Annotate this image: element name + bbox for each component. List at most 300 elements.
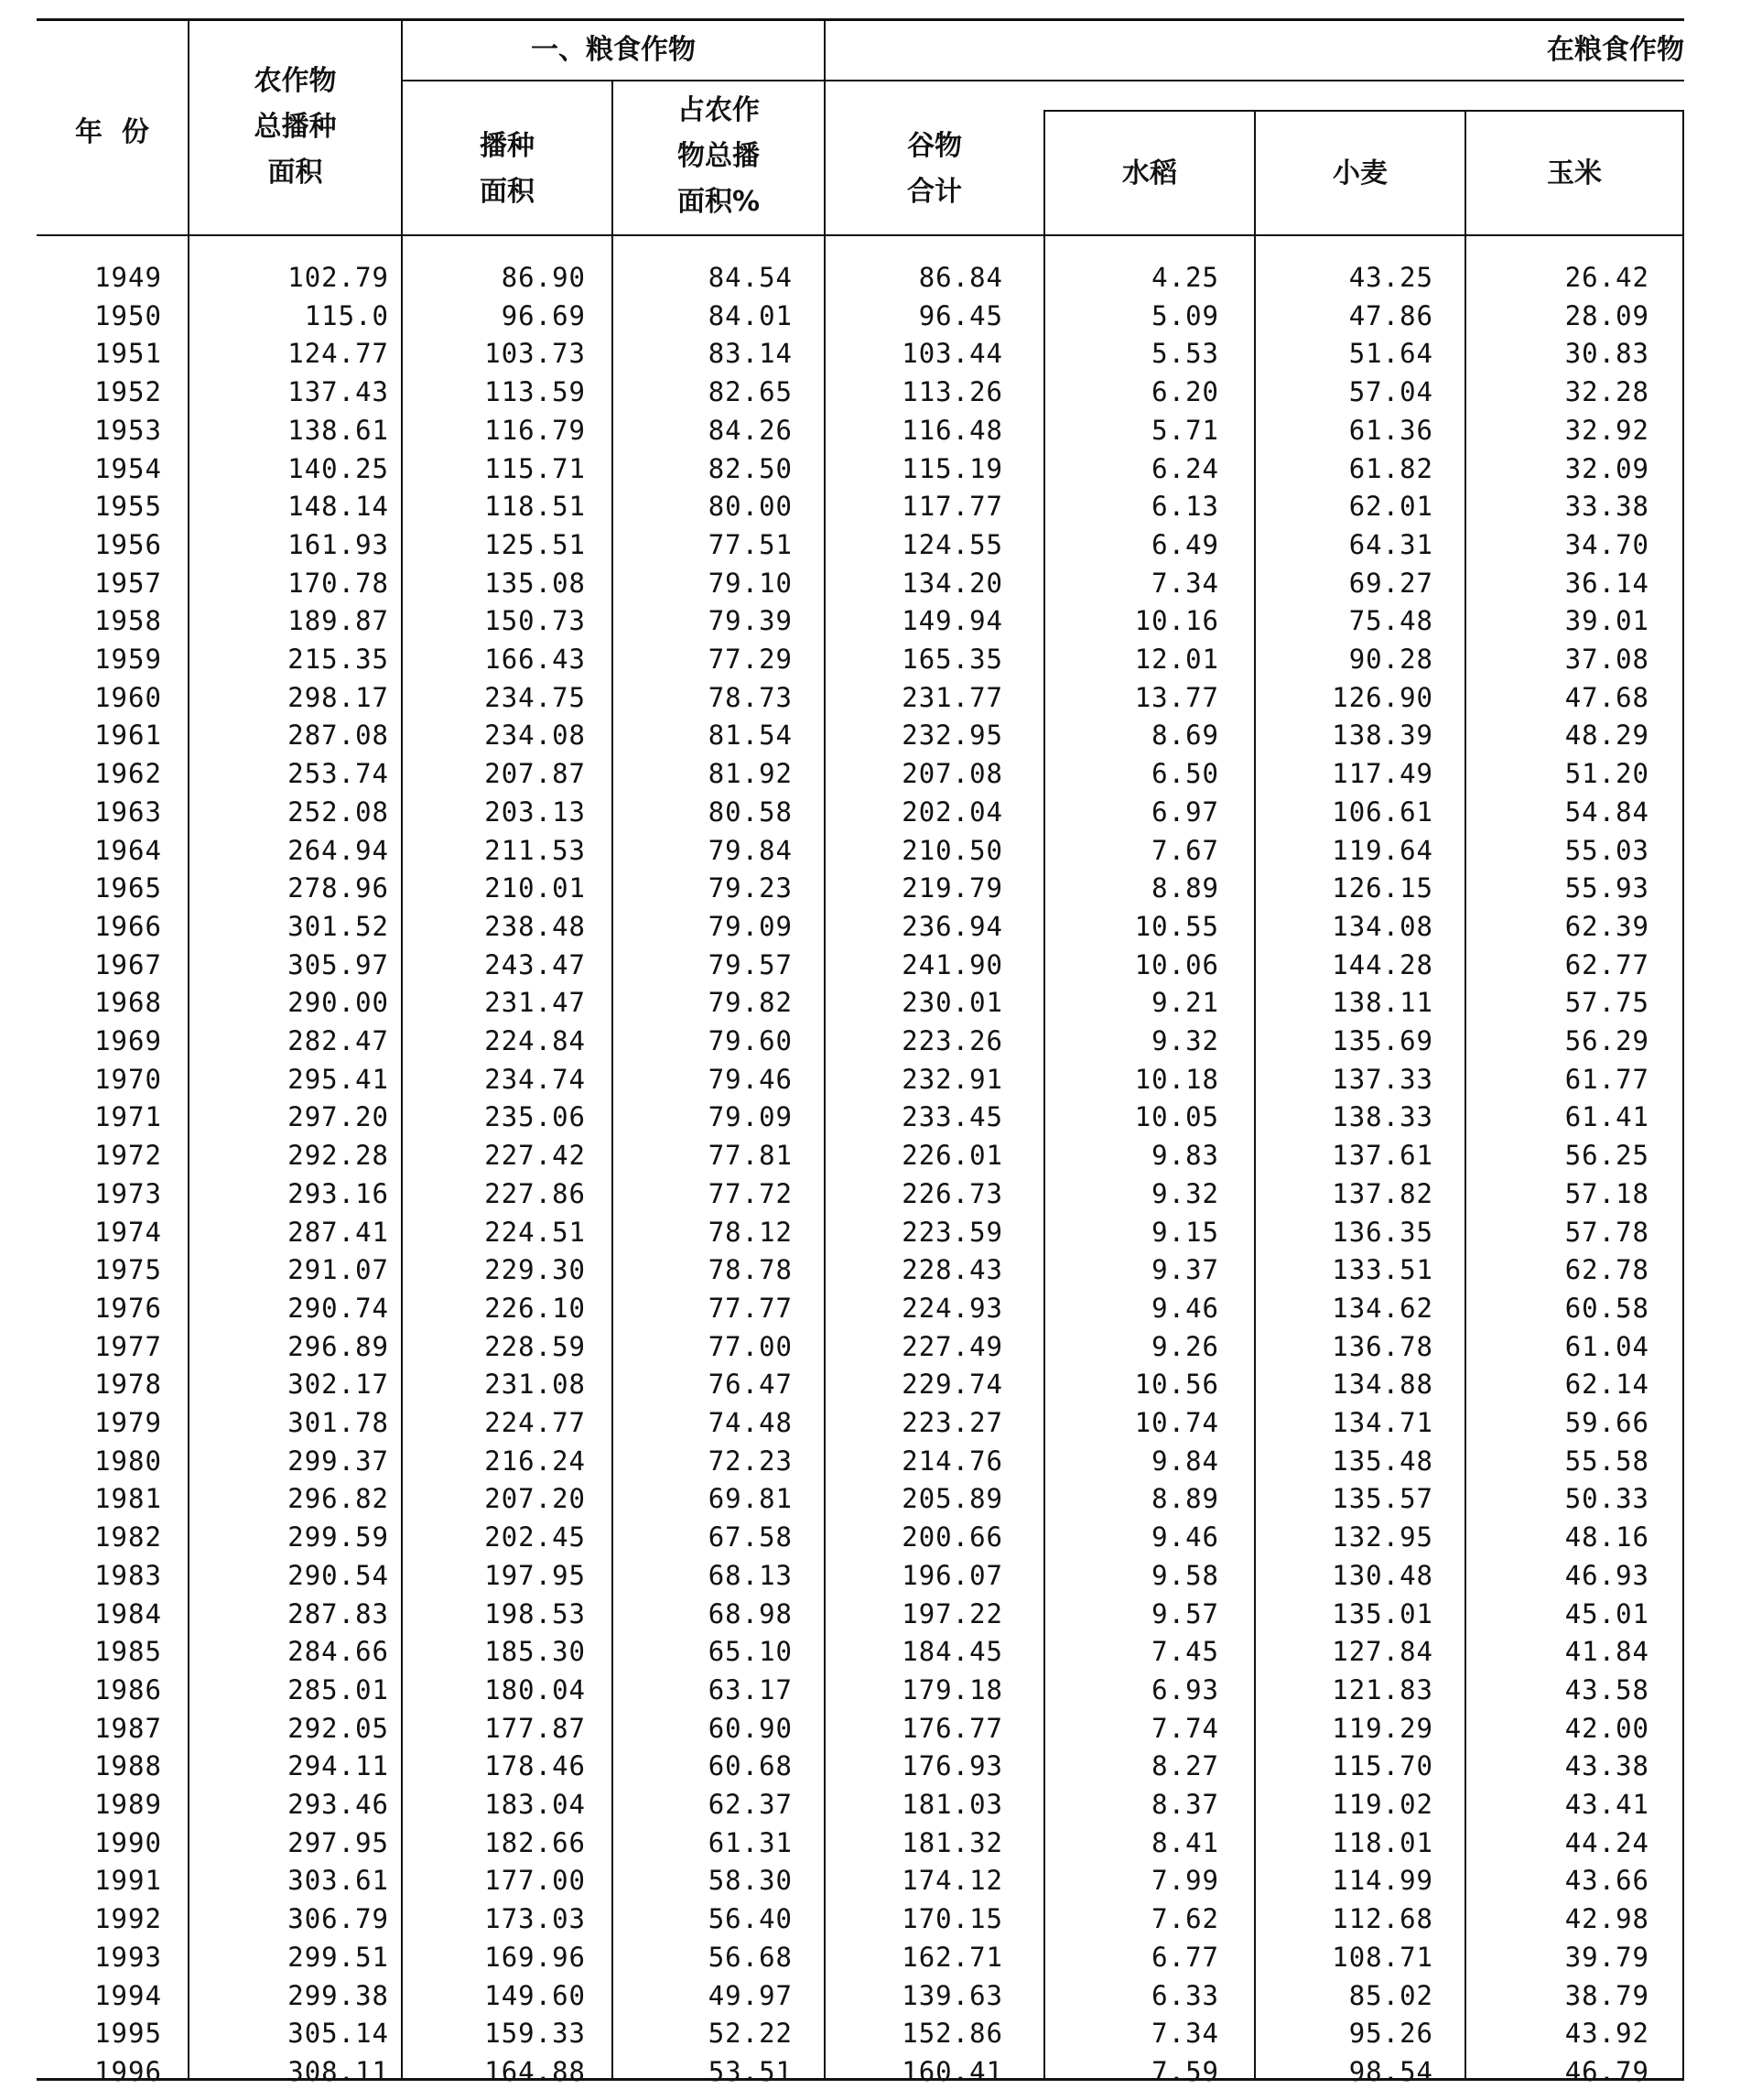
cell-sown-area: 164.88 <box>484 2055 586 2087</box>
cell-total-area: 282.47 <box>287 1025 389 1056</box>
cell-total-area: 298.17 <box>287 681 389 713</box>
cell-share-pct: 56.40 <box>708 1903 793 1935</box>
table-row <box>37 259 1684 298</box>
cell-total-area: 148.14 <box>287 491 389 523</box>
cell-year: 1974 <box>94 1216 162 1248</box>
cell-wheat: 115.70 <box>1332 1750 1433 1782</box>
cell-year: 1981 <box>94 1483 162 1515</box>
cell-cereal-total: 223.27 <box>902 1407 1003 1438</box>
cell-sown-area: 198.53 <box>484 1597 586 1629</box>
cell-wheat: 61.82 <box>1348 452 1433 484</box>
cell-corn: 32.28 <box>1564 376 1649 408</box>
header-corn: 玉米 <box>1547 157 1602 189</box>
table-row <box>37 717 1684 755</box>
cell-rice: 5.09 <box>1151 299 1219 331</box>
cell-sown-area: 173.03 <box>484 1903 586 1935</box>
cell-year: 1990 <box>94 1826 162 1858</box>
cell-share-pct: 80.58 <box>708 796 793 828</box>
cell-wheat: 98.54 <box>1348 2055 1433 2087</box>
cell-wheat: 138.11 <box>1332 987 1433 1019</box>
cell-total-area: 297.95 <box>287 1826 389 1858</box>
cell-wheat: 136.35 <box>1332 1216 1433 1248</box>
cell-corn: 60.58 <box>1564 1292 1649 1324</box>
cell-sown-area: 185.30 <box>484 1636 586 1668</box>
cell-wheat: 108.71 <box>1332 1941 1433 1973</box>
cell-rice: 8.37 <box>1151 1789 1219 1820</box>
cell-rice: 9.83 <box>1151 1140 1219 1172</box>
cell-year: 1991 <box>94 1865 162 1897</box>
cell-cereal-total: 207.08 <box>902 758 1003 790</box>
cell-share-pct: 77.29 <box>708 644 793 675</box>
table-row <box>37 1672 1684 1710</box>
cell-total-area: 303.61 <box>287 1865 389 1897</box>
cell-corn: 61.04 <box>1564 1330 1649 1362</box>
cell-sown-area: 228.59 <box>484 1330 586 1362</box>
cell-total-area: 297.20 <box>287 1101 389 1133</box>
cell-year: 1964 <box>94 834 162 866</box>
cell-share-pct: 84.54 <box>708 262 793 293</box>
cell-total-area: 290.00 <box>287 987 389 1019</box>
cell-share-pct: 58.30 <box>708 1865 793 1897</box>
cell-wheat: 144.28 <box>1332 948 1433 980</box>
cell-rice: 10.05 <box>1134 1101 1219 1133</box>
cell-rice: 7.74 <box>1151 1712 1219 1744</box>
cell-sown-area: 207.20 <box>484 1483 586 1515</box>
cell-rice: 9.37 <box>1151 1254 1219 1286</box>
cell-year: 1951 <box>94 338 162 370</box>
cell-sown-area: 177.00 <box>484 1865 586 1897</box>
cell-sown-area: 113.59 <box>484 376 586 408</box>
cell-total-area: 305.97 <box>287 948 389 980</box>
cell-cereal-total: 139.63 <box>902 1979 1003 2011</box>
cell-rice: 5.53 <box>1151 338 1219 370</box>
cell-wheat: 121.83 <box>1332 1673 1433 1705</box>
cell-sown-area: 231.08 <box>484 1369 586 1401</box>
table-row <box>37 679 1684 718</box>
cell-total-area: 305.14 <box>287 2018 389 2050</box>
cell-rice: 6.49 <box>1151 528 1219 560</box>
cell-share-pct: 77.51 <box>708 528 793 560</box>
cell-cereal-total: 162.71 <box>902 1941 1003 1973</box>
cell-sown-area: 182.66 <box>484 1826 586 1858</box>
cell-share-pct: 79.10 <box>708 567 793 599</box>
cell-corn: 56.25 <box>1564 1140 1649 1172</box>
cell-cereal-total: 196.07 <box>902 1559 1003 1591</box>
cell-share-pct: 77.72 <box>708 1177 793 1209</box>
cell-year: 1954 <box>94 452 162 484</box>
cell-rice: 7.45 <box>1151 1636 1219 1668</box>
cell-year: 1979 <box>94 1407 162 1438</box>
cell-wheat: 137.33 <box>1332 1063 1433 1095</box>
cell-rice: 12.01 <box>1134 644 1219 675</box>
table-row <box>37 335 1684 373</box>
cell-total-area: 296.89 <box>287 1330 389 1362</box>
cell-year: 1996 <box>94 2055 162 2087</box>
table-row <box>37 1404 1684 1443</box>
cell-share-pct: 62.37 <box>708 1789 793 1820</box>
cell-year: 1961 <box>94 720 162 752</box>
cell-total-area: 290.74 <box>287 1292 389 1324</box>
cell-wheat: 119.02 <box>1332 1789 1433 1820</box>
cell-wheat: 61.36 <box>1348 414 1433 446</box>
cell-share-pct: 79.60 <box>708 1025 793 1056</box>
cell-cereal-total: 241.90 <box>902 948 1003 980</box>
cell-rice: 9.46 <box>1151 1292 1219 1324</box>
cell-corn: 50.33 <box>1564 1483 1649 1515</box>
table-row <box>37 947 1684 985</box>
cell-share-pct: 74.48 <box>708 1407 793 1438</box>
cell-share-pct: 82.65 <box>708 376 793 408</box>
cell-total-area: 253.74 <box>287 758 389 790</box>
cell-share-pct: 79.09 <box>708 1101 793 1133</box>
cell-corn: 30.83 <box>1564 338 1649 370</box>
cell-corn: 36.14 <box>1564 567 1649 599</box>
cell-cereal-total: 116.48 <box>902 414 1003 446</box>
cell-year: 1952 <box>94 376 162 408</box>
cell-wheat: 90.28 <box>1348 644 1433 675</box>
cell-cereal-total: 229.74 <box>902 1369 1003 1401</box>
cell-share-pct: 77.00 <box>708 1330 793 1362</box>
cell-rice: 8.89 <box>1151 872 1219 904</box>
cell-share-pct: 79.84 <box>708 834 793 866</box>
cell-total-area: 292.05 <box>287 1712 389 1744</box>
cell-corn: 59.66 <box>1564 1407 1649 1438</box>
cell-share-pct: 52.22 <box>708 2018 793 2050</box>
cell-total-area: 294.11 <box>287 1750 389 1782</box>
cell-corn: 57.75 <box>1564 987 1649 1019</box>
cell-rice: 7.62 <box>1151 1903 1219 1935</box>
table-row <box>37 298 1684 336</box>
cell-cereal-total: 226.73 <box>902 1177 1003 1209</box>
cell-total-area: 299.51 <box>287 1941 389 1973</box>
cell-wheat: 138.39 <box>1332 720 1433 752</box>
cell-share-pct: 68.13 <box>708 1559 793 1591</box>
cell-year: 1957 <box>94 567 162 599</box>
cell-cereal-total: 96.45 <box>918 299 1003 331</box>
cell-corn: 33.38 <box>1564 491 1649 523</box>
cell-total-area: 264.94 <box>287 834 389 866</box>
cell-sown-area: 116.79 <box>484 414 586 446</box>
table-row <box>37 412 1684 450</box>
cell-wheat: 126.15 <box>1332 872 1433 904</box>
table-row <box>37 1519 1684 1557</box>
cell-rice: 7.67 <box>1151 834 1219 866</box>
cell-cereal-total: 232.95 <box>902 720 1003 752</box>
cell-corn: 39.79 <box>1564 1941 1649 1973</box>
cell-total-area: 102.79 <box>287 262 389 293</box>
cell-total-area: 296.82 <box>287 1483 389 1515</box>
cell-wheat: 138.33 <box>1332 1101 1433 1133</box>
cell-wheat: 126.90 <box>1332 681 1433 713</box>
cell-rice: 6.33 <box>1151 1979 1219 2011</box>
cell-wheat: 95.26 <box>1348 2018 1433 2050</box>
table-row <box>37 1328 1684 1367</box>
cell-rice: 7.34 <box>1151 2018 1219 2050</box>
cell-year: 1977 <box>94 1330 162 1362</box>
cell-cereal-total: 165.35 <box>902 644 1003 675</box>
cell-sown-area: 224.51 <box>484 1216 586 1248</box>
cell-corn: 54.84 <box>1564 796 1649 828</box>
cell-corn: 34.70 <box>1564 528 1649 560</box>
cell-total-area: 170.78 <box>287 567 389 599</box>
cell-cereal-total: 205.89 <box>902 1483 1003 1515</box>
table-row <box>37 832 1684 871</box>
cell-rice: 6.50 <box>1151 758 1219 790</box>
table-row <box>37 488 1684 526</box>
cell-rice: 10.18 <box>1134 1063 1219 1095</box>
table-row <box>37 870 1684 908</box>
cell-rice: 9.84 <box>1151 1445 1219 1477</box>
cell-year: 1986 <box>94 1673 162 1705</box>
cell-corn: 55.93 <box>1564 872 1649 904</box>
cell-year: 1989 <box>94 1789 162 1820</box>
cell-sown-area: 226.10 <box>484 1292 586 1324</box>
cell-cereal-total: 200.66 <box>902 1521 1003 1553</box>
table-row <box>37 1290 1684 1328</box>
cell-share-pct: 67.58 <box>708 1521 793 1553</box>
cell-sown-area: 203.13 <box>484 796 586 828</box>
cell-year: 1965 <box>94 872 162 904</box>
cell-year: 1963 <box>94 796 162 828</box>
cell-rice: 9.15 <box>1151 1216 1219 1248</box>
header-in-grain-crops: 在粮食作物 <box>1547 34 1684 66</box>
cell-total-area: 287.83 <box>287 1597 389 1629</box>
cell-share-pct: 61.31 <box>708 1826 793 1858</box>
cell-total-area: 299.37 <box>287 1445 389 1477</box>
cell-cereal-total: 227.49 <box>902 1330 1003 1362</box>
cell-corn: 26.42 <box>1564 262 1649 293</box>
cell-cereal-total: 233.45 <box>902 1101 1003 1133</box>
cell-wheat: 117.49 <box>1332 758 1433 790</box>
cell-wheat: 69.27 <box>1348 567 1433 599</box>
subgroup-rule <box>1043 110 1684 112</box>
cell-year: 1958 <box>94 605 162 637</box>
cell-sown-area: 115.71 <box>484 452 586 484</box>
cell-corn: 43.66 <box>1564 1865 1649 1897</box>
cell-total-area: 306.79 <box>287 1903 389 1935</box>
cell-sown-area: 180.04 <box>484 1673 586 1705</box>
cell-total-area: 285.01 <box>287 1673 389 1705</box>
cell-cereal-total: 113.26 <box>902 376 1003 408</box>
table-row <box>37 526 1684 565</box>
cell-year: 1978 <box>94 1369 162 1401</box>
cell-sown-area: 166.43 <box>484 644 586 675</box>
table-row <box>37 2053 1684 2092</box>
table-row <box>37 2015 1684 2053</box>
cell-corn: 43.92 <box>1564 2018 1649 2050</box>
cell-cereal-total: 174.12 <box>902 1865 1003 1897</box>
cell-year: 1969 <box>94 1025 162 1056</box>
cell-share-pct: 79.82 <box>708 987 793 1019</box>
cell-share-pct: 81.54 <box>708 720 793 752</box>
cell-sown-area: 183.04 <box>484 1789 586 1820</box>
cell-cereal-total: 228.43 <box>902 1254 1003 1286</box>
cell-share-pct: 49.97 <box>708 1979 793 2011</box>
cell-cereal-total: 210.50 <box>902 834 1003 866</box>
cell-wheat: 57.04 <box>1348 376 1433 408</box>
table-row <box>37 1137 1684 1175</box>
table-row <box>37 1099 1684 1137</box>
cell-corn: 32.09 <box>1564 452 1649 484</box>
cell-year: 1960 <box>94 681 162 713</box>
cell-share-pct: 78.78 <box>708 1254 793 1286</box>
table-row <box>37 1862 1684 1900</box>
cell-cereal-total: 232.91 <box>902 1063 1003 1095</box>
table-row <box>37 1939 1684 1977</box>
cell-rice: 7.59 <box>1151 2055 1219 2087</box>
cell-corn: 38.79 <box>1564 1979 1649 2011</box>
cell-total-area: 299.59 <box>287 1521 389 1553</box>
cell-cereal-total: 223.59 <box>902 1216 1003 1248</box>
cell-sown-area: 125.51 <box>484 528 586 560</box>
cell-total-area: 284.66 <box>287 1636 389 1668</box>
cell-wheat: 135.69 <box>1332 1025 1433 1056</box>
cell-corn: 43.58 <box>1564 1673 1649 1705</box>
cell-corn: 43.41 <box>1564 1789 1649 1820</box>
cell-sown-area: 96.69 <box>501 299 586 331</box>
cell-sown-area: 86.90 <box>501 262 586 293</box>
cell-total-area: 252.08 <box>287 796 389 828</box>
cell-wheat: 134.88 <box>1332 1369 1433 1401</box>
cell-share-pct: 79.46 <box>708 1063 793 1095</box>
cell-sown-area: 197.95 <box>484 1559 586 1591</box>
cell-sown-area: 231.47 <box>484 987 586 1019</box>
cell-cereal-total: 117.77 <box>902 491 1003 523</box>
cell-rice: 10.74 <box>1134 1407 1219 1438</box>
cell-sown-area: 149.60 <box>484 1979 586 2011</box>
cell-share-pct: 83.14 <box>708 338 793 370</box>
cell-year: 1992 <box>94 1903 162 1935</box>
cell-cereal-total: 134.20 <box>902 567 1003 599</box>
cell-cereal-total: 181.03 <box>902 1789 1003 1820</box>
cell-corn: 62.77 <box>1564 948 1649 980</box>
header-share-pct: 占农作 物总播 面积% <box>676 94 761 218</box>
cell-year: 1950 <box>94 299 162 331</box>
cell-total-area: 137.43 <box>287 376 389 408</box>
cell-wheat: 133.51 <box>1332 1254 1433 1286</box>
table-row <box>37 450 1684 489</box>
header-wheat: 小麦 <box>1333 157 1388 189</box>
header-total-area: 农作物 总播种 面积 <box>254 65 337 189</box>
table-row <box>37 1443 1684 1481</box>
cell-sown-area: 238.48 <box>484 910 586 942</box>
cell-corn: 57.18 <box>1564 1177 1649 1209</box>
cell-cereal-total: 181.32 <box>902 1826 1003 1858</box>
table-row <box>37 755 1684 794</box>
cell-share-pct: 60.68 <box>708 1750 793 1782</box>
cell-share-pct: 84.26 <box>708 414 793 446</box>
cell-wheat: 135.48 <box>1332 1445 1433 1477</box>
cell-sown-area: 178.46 <box>484 1750 586 1782</box>
cell-year: 1966 <box>94 910 162 942</box>
cell-share-pct: 56.68 <box>708 1941 793 1973</box>
cell-sown-area: 177.87 <box>484 1712 586 1744</box>
header-rice: 水稻 <box>1122 157 1177 189</box>
cell-cereal-total: 224.93 <box>902 1292 1003 1324</box>
cell-wheat: 137.82 <box>1332 1177 1433 1209</box>
cell-rice: 6.97 <box>1151 796 1219 828</box>
cell-share-pct: 79.09 <box>708 910 793 942</box>
table-row <box>37 1251 1684 1290</box>
table-row <box>37 602 1684 641</box>
cell-cereal-total: 179.18 <box>902 1673 1003 1705</box>
cell-wheat: 112.68 <box>1332 1903 1433 1935</box>
cell-share-pct: 53.51 <box>708 2055 793 2087</box>
cell-cereal-total: 176.93 <box>902 1750 1003 1782</box>
header-sown-area: 播种 面积 <box>480 130 535 208</box>
cell-share-pct: 79.57 <box>708 948 793 980</box>
cell-total-area: 301.52 <box>287 910 389 942</box>
cell-year: 1982 <box>94 1521 162 1553</box>
cell-corn: 32.92 <box>1564 414 1649 446</box>
cell-rice: 9.32 <box>1151 1177 1219 1209</box>
cell-wheat: 119.64 <box>1332 834 1433 866</box>
cell-corn: 37.08 <box>1564 644 1649 675</box>
header-bottom-rule <box>37 234 1684 236</box>
cell-total-area: 292.28 <box>287 1140 389 1172</box>
cell-rice: 10.16 <box>1134 605 1219 637</box>
cell-rice: 9.32 <box>1151 1025 1219 1056</box>
group-rule <box>401 80 1684 81</box>
cell-corn: 46.93 <box>1564 1559 1649 1591</box>
table-row <box>37 1214 1684 1252</box>
cell-rice: 6.77 <box>1151 1941 1219 1973</box>
cell-wheat: 127.84 <box>1332 1636 1433 1668</box>
cell-rice: 8.41 <box>1151 1826 1219 1858</box>
cell-total-area: 301.78 <box>287 1407 389 1438</box>
cell-share-pct: 60.90 <box>708 1712 793 1744</box>
cell-total-area: 295.41 <box>287 1063 389 1095</box>
cell-year: 1975 <box>94 1254 162 1286</box>
cell-sown-area: 169.96 <box>484 1941 586 1973</box>
cell-year: 1972 <box>94 1140 162 1172</box>
cell-cereal-total: 236.94 <box>902 910 1003 942</box>
cell-year: 1953 <box>94 414 162 446</box>
header-year: 年 份 <box>75 116 149 148</box>
cell-sown-area: 234.74 <box>484 1063 586 1095</box>
cell-total-area: 140.25 <box>287 452 389 484</box>
cell-corn: 62.14 <box>1564 1369 1649 1401</box>
cell-wheat: 62.01 <box>1348 491 1433 523</box>
cell-share-pct: 82.50 <box>708 452 793 484</box>
cell-share-pct: 77.77 <box>708 1292 793 1324</box>
cell-wheat: 119.29 <box>1332 1712 1433 1744</box>
cell-wheat: 106.61 <box>1332 796 1433 828</box>
cell-total-area: 287.41 <box>287 1216 389 1248</box>
cell-cereal-total: 214.76 <box>902 1445 1003 1477</box>
cell-rice: 6.13 <box>1151 491 1219 523</box>
cell-year: 1959 <box>94 644 162 675</box>
cell-total-area: 115.0 <box>304 299 389 331</box>
cell-cereal-total: 149.94 <box>902 605 1003 637</box>
cell-rice: 9.21 <box>1151 987 1219 1019</box>
cell-sown-area: 118.51 <box>484 491 586 523</box>
cell-sown-area: 243.47 <box>484 948 586 980</box>
cell-sown-area: 210.01 <box>484 872 586 904</box>
cell-sown-area: 234.75 <box>484 681 586 713</box>
cell-rice: 8.27 <box>1151 1750 1219 1782</box>
cell-rice: 10.56 <box>1134 1369 1219 1401</box>
cell-total-area: 299.38 <box>287 1979 389 2011</box>
cell-cereal-total: 231.77 <box>902 681 1003 713</box>
cell-year: 1993 <box>94 1941 162 1973</box>
cell-cereal-total: 160.41 <box>902 2055 1003 2087</box>
table-row <box>37 1748 1684 1786</box>
table-row <box>37 908 1684 947</box>
table-row <box>37 373 1684 412</box>
cell-wheat: 134.62 <box>1332 1292 1433 1324</box>
cell-year: 1976 <box>94 1292 162 1324</box>
